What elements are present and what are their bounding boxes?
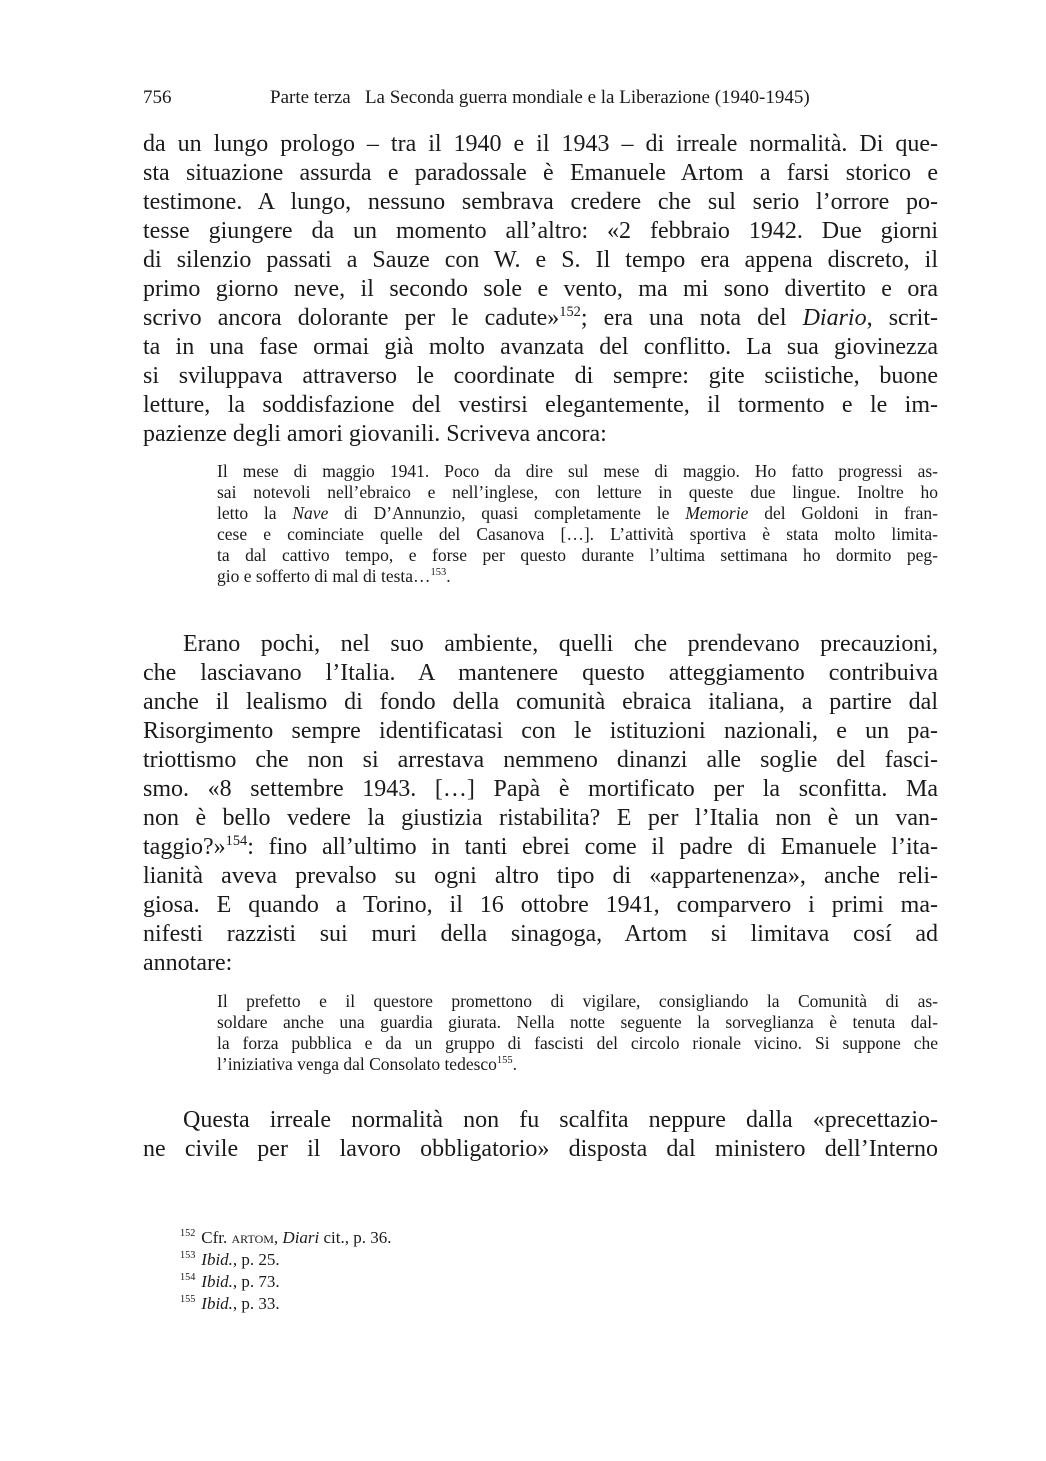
- text-run: , p. 25.: [232, 1250, 280, 1269]
- text-line: smo. «8 settembre 1943. […] Papà è mortificato per la sconfitta. Ma: [143, 776, 938, 802]
- quote-line: soldare anche una guardia giurata. Nella notte seguente la sorveglianza è tenuta dal-: [217, 1012, 938, 1032]
- text-run: ; era una nota del: [580, 305, 803, 331]
- text-line: triottismo che non si arrestava nemmeno dinanzi alle soglie del fasci-: [143, 747, 938, 773]
- running-title: Parte terza La Seconda guerra mondiale e la Liberazione (1940-1945): [270, 87, 810, 108]
- quote-line: Il prefetto e il questore promettono di vigilare, consigliando la Comunità di as-: [217, 991, 938, 1011]
- quote-line: [217, 566, 938, 587]
- footnote-number: 155: [180, 1294, 196, 1306]
- italic-title: Diario: [802, 305, 867, 331]
- quote-line: Il mese di maggio 1941. Poco da dire sul mese di maggio. Ho fatto progressi as-: [217, 461, 938, 481]
- text-run: Cfr.: [201, 1228, 232, 1247]
- text-line: testimone. A lungo, nessuno sembrava credere che sul serio l’orrore po-: [143, 189, 938, 215]
- text-run: , scrit-: [866, 305, 939, 331]
- text-line: annotare:: [143, 950, 233, 976]
- paragraph: [143, 630, 938, 978]
- text-run: l’iniziativa venga dal Consolato tedesco: [217, 1054, 497, 1074]
- paragraph: [143, 1106, 938, 1164]
- quote-line: [217, 503, 938, 524]
- footnote-ref[interactable]: 154: [225, 833, 248, 849]
- italic-title: Ibid.: [201, 1250, 233, 1269]
- page-number: 756: [143, 87, 172, 108]
- block-quote: [217, 461, 938, 587]
- text-run: ,: [273, 1228, 283, 1247]
- text-line: pazienze degli amori giovanili. Scriveva ancora:: [143, 421, 607, 447]
- text-run: cit., p. 36.: [319, 1228, 392, 1247]
- text-run: del Goldoni in fran-: [748, 503, 938, 523]
- text-line: che lasciavano l’Italia. A mantenere questo atteggiamento contribuiva: [143, 660, 938, 686]
- text-line: anche il lealismo di fondo della comunità ebraica italiana, a partire dal: [143, 689, 938, 715]
- text-line: [143, 304, 938, 333]
- author-name: artom: [231, 1228, 274, 1247]
- quote-line: [217, 1054, 938, 1075]
- text-line: ne civile per il lavoro obbligatorio» disposta dal ministero dell’Interno: [143, 1136, 938, 1162]
- footnote-154: [180, 1271, 392, 1293]
- quote-line: la forza pubblica e da un gruppo di fascisti del circolo rionale vicino. Si suppone che: [217, 1033, 938, 1053]
- text-line: Erano pochi, nel suo ambiente, quelli che prendevano precauzioni,: [183, 631, 938, 657]
- quote-line: sai notevoli nell’ebraico e nell’inglese, con letture in queste due lingue. Inoltre ho: [217, 482, 938, 502]
- text-line: lianità aveva prevalso su ogni altro tipo di «appartenenza», anche reli-: [143, 863, 938, 889]
- text-run: letto la: [217, 503, 293, 523]
- footnote-152: [180, 1227, 392, 1249]
- text-line: si sviluppava attraverso le coordinate di sempre: gite sciistiche, buone: [143, 363, 938, 389]
- italic-title: Nave: [292, 503, 329, 523]
- text-run: .: [446, 566, 451, 586]
- text-run: taggio?»: [143, 834, 226, 860]
- text-line: [143, 833, 938, 862]
- text-line: di silenzio passati a Sauze con W. e S. Il tempo era appena discreto, il: [143, 247, 938, 273]
- quote-line: ta dal cattivo tempo, e forse per questo durante l’ultima settimana ho dormito peg-: [217, 545, 938, 565]
- text-line: Questa irreale normalità non fu scalfita neppure dalla «precettazio-: [183, 1107, 938, 1133]
- footnote-ref[interactable]: 153: [430, 567, 447, 579]
- paragraph: [143, 130, 938, 449]
- italic-title: Memorie: [685, 503, 749, 523]
- text-line: giosa. E quando a Torino, il 16 ottobre 1941, comparvero i primi ma-: [143, 892, 938, 918]
- text-run: , p. 33.: [232, 1294, 280, 1313]
- italic-title: Ibid.: [201, 1272, 233, 1291]
- text-line: letture, la soddisfazione del vestirsi elegantemente, il tormento e le im-: [143, 392, 938, 418]
- footnote-153: [180, 1249, 392, 1271]
- text-run: scrivo ancora dolorante per le cadute»: [143, 305, 560, 331]
- text-run: gio e sofferto di mal di testa…: [217, 566, 431, 586]
- text-line: nifesti razzisti sui muri della sinagoga, Artom si limitava cosí ad: [143, 921, 938, 947]
- text-line: Risorgimento sempre identificatasi con le istituzioni nazionali, e un pa-: [143, 718, 938, 744]
- footnote-number: 152: [180, 1228, 196, 1240]
- text-line: da un lungo prologo – tra il 1940 e il 1943 – di irreale normalità. Di que-: [143, 131, 938, 157]
- text-line: primo giorno neve, il secondo sole e vento, ma mi sono divertito e ora: [143, 276, 938, 302]
- footnote-ref[interactable]: 152: [559, 304, 581, 320]
- text-run: .: [512, 1054, 518, 1074]
- text-line: sta situazione assurda e paradossale è Emanuele Artom a farsi storico e: [143, 160, 938, 186]
- footnote-number: 154: [180, 1272, 196, 1284]
- italic-title: Ibid.: [201, 1294, 233, 1313]
- italic-title: Diari: [282, 1228, 320, 1247]
- text-run: , p. 73.: [232, 1272, 280, 1291]
- footnote-number: 153: [180, 1250, 196, 1262]
- text-run: : fino all’ultimo in tanti ebrei come il padre di Emanuele l’ita-: [247, 834, 938, 860]
- text-line: ta in una fase ormai già molto avanzata del conflitto. La sua giovinezza: [143, 334, 938, 360]
- block-quote: [217, 991, 938, 1075]
- text-line: non è bello vedere la giustizia ristabilita? E per l’Italia non è un van-: [143, 805, 938, 831]
- text-run: di D’Annunzio, quasi completamente le: [328, 503, 686, 523]
- footnote-ref[interactable]: 155: [496, 1055, 513, 1067]
- footnotes: [180, 1227, 392, 1315]
- footnote-155: [180, 1293, 392, 1315]
- quote-line: cese e cominciate quelle del Casanova […]. L’attività sportiva è stata molto limita-: [217, 524, 938, 544]
- text-line: tesse giungere da un momento all’altro: «2 febbraio 1942. Due giorni: [143, 218, 938, 244]
